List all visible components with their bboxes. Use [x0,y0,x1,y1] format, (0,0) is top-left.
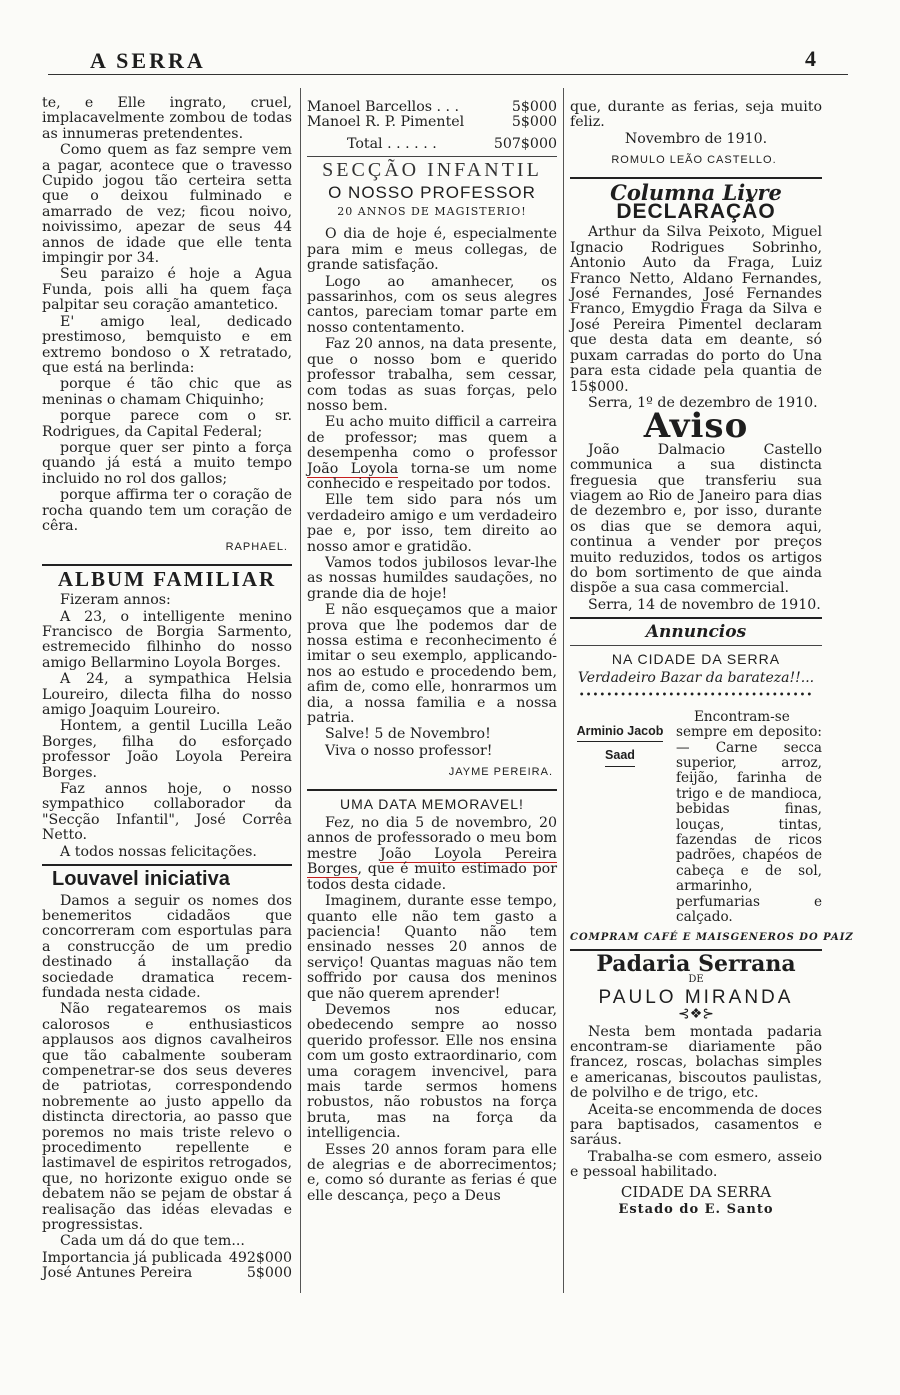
advertisement-saad [570,710,822,927]
section-rule [570,617,822,619]
paragraph: E não esqueçamos que a maior prova que lhe podemos dar de nossa estima e reconhecimento é imitar o seu exemplo, applicando-nos ao estudo e procedendo bem, afim de, como elle, honrarmos um dia, a nossa familia e a nossa patria. [307,602,557,727]
section-rule [307,156,557,157]
padaria-state: Estado do E. Santo [618,1202,774,1217]
ad-footer-left: COMPRAM CAFÉ E MAIS [570,931,731,943]
paragraph: te, e Elle ingrato, cruel, implacavelmente zombou de todas as innumeras pretendentes. [42,95,292,142]
paragraph: porque parece com o sr. Rodrigues, da Capital Federal; [42,408,292,440]
paragraph: O dia de hoje é, especialmente para mim e meus collegas, de grande satisfação. [307,226,557,274]
paragraph: que, durante as ferias, seja muito feliz. [570,99,822,131]
nosso-professor-subtitle: 20 ANNOS DE MAGISTERIO! [337,205,527,219]
paragraph: porque quer ser pinto a força quando já está a muito tempo incluido no rol dos gallos; [42,439,292,487]
paragraph: A 24, a sympathica Helsia Loureiro, dilecta filha do nosso amigo Joaquim Loureiro. [42,671,292,719]
paragraph: Imaginem, durante esse tempo, quanto elle não tem gasto a paciencia! Quanto não tem ensinado nesses 20 annos de serviço! Quantas maguas não tem soffrido por causa dos meninos que não querem aprender! [307,893,557,1002]
signature: JAYME PEREIRA. [448,766,553,779]
paragraph: Logo ao amanhecer, os passarinhos, com os seus alegres cantos, pareciam tomar parte em nosso contentamento. [307,273,557,336]
advertisement-text [676,710,822,927]
advertiser-last-name: Saad [605,748,635,766]
annuncios-title: Annuncios [645,622,747,643]
contribution-row [307,115,557,130]
advertiser-first-name: Arminio Jacob [577,724,664,742]
contribution-value: 5$000 [246,1265,292,1282]
paragraph: Trabalha-se com esmero, asseio e pessoal habilitado. [570,1148,822,1181]
paragraph: Viva o nosso professor! [325,742,493,759]
text-span: Eu acho muito difficil a carreira de professor; mas quem a desempenha como o professor [307,414,557,462]
paragraph: Esses 20 annos foram para elle de alegrias e de aborrecimentos; e, como só durante as ferias é que elle descança, peço a Deus [307,1141,557,1204]
dotted-ornament: •••••••••••••••••••••••••••••••••• [578,690,814,702]
paragraph: A todos nossas felicitações. [60,843,257,860]
paragraph: E' amigo leal, dedicado prestimoso, bemquisto e em extremo bondoso o X retratado, que está na berlinda: [42,313,292,376]
paragraph: Encontram-se sempre em deposito:— Carne secca superior, arroz, feijão, farinha de trigo e de mandioca, bebidas finas, louças, tintas, fazendas de ricos padrões, chapéos de cabeça e de sol, armarinho, perfumarias e calçado. [676,708,822,926]
column-divider-2 [563,88,564,1293]
paragraph: Salve! 5 de Novembro! [325,726,491,743]
album-familiar-title: ALBUM FAMILIAR [57,566,277,591]
total-value: 507$000 [493,135,557,152]
paragraph: Faz annos hoje, o nosso sympathico collaborador da "Secção Infantil", José Corrêa Netto. [42,781,292,844]
paragraph: João Dalmacio Castello communica a sua distincta freguesia que transferiu sua viagem ao Rio de Janeiro para dias de dezembro e, por isso, durante os dias que se demora aqui, continua a vender por preços muito reduzidos, todos os artigos do bom sortimento de que ainda dispõe a sua casa commercial. [570,441,822,597]
data-memoravel-title: UMA DATA MEMORAVEL! [340,795,524,812]
declaracao-title: DECLARAÇÃO [616,200,776,224]
seccao-infantil-title: SECÇÃO INFANTIL [322,159,542,182]
contributor-name: Manoel R. P. Pimentel [307,114,465,131]
paragraph: Cada um dá do que tem... [60,1233,245,1250]
text-span: , que é muito estimado por todos desta cidade. [307,861,557,893]
paragraph: Elle tem sido para nós um verdadeiro amigo e um verdadeiro pae e, por isso, tem direito ao nosso amor e gratidão. [307,492,557,555]
ad-footer [570,930,854,945]
paragraph: porque affirma ter o coração de rocha quando tem um coração de cêra. [42,487,292,534]
contribution-row [307,100,557,115]
page-header [48,48,848,75]
padaria-owner: PAULO MIRANDA [598,986,794,1008]
paragraph [307,415,557,492]
paragraph: porque é tão chic que as meninas o chamam Chiquinho; [42,376,292,408]
bazar-tagline: Verdadeiro Bazar da barateza!!... [577,670,815,686]
paragraph: Não regatearemos os mais calorosos e enthusiasticos applausos aos dignos cavalheiros que tão cabalmente souberam compenetrar-se dos seus deveres de patriotas, correspondendo nobremente ao justo appello da distincta directoria, ao passo que poremos no mais triste relevo o procedimento repellente e lastimavel de espiritos retrogados, que, no horizonte exiguo onde se debatem não se pejam de obstar á realisação das idéas elevadas e progressistas. [42,1001,292,1234]
dateline: Serra, 1º de dezembro de 1910. [588,394,818,411]
total-label: Total . . . . . . [347,135,437,152]
contribution-value: 5$000 [511,114,557,131]
newspaper-title: A SERRA [90,48,206,73]
paragraph: Vamos todos jubilosos levar-lhe as nossas humildes saudações, no grande dia de hoje! [307,554,557,602]
padaria-city: CIDADE DA SERRA [620,1182,772,1201]
paragraph: Arthur da Silva Peixoto, Miguel Ignacio Rodrigues Sobrinho, Antonio Auto da Fraga, Luiz Franco Netto, Aldano Fernandes, José Fernandes, José Fernandes Franco, Emygdio Fraga da Silva e José Pereira Pimentel declaram que desta data em deante, só puxam carradas do porto do Una para esta cidade pela quantia de 15$000. [570,224,822,395]
contributor-name: José Antunes Pereira [42,1265,193,1282]
padaria-title: Padaria Serrana [596,950,796,977]
paragraph: A 23, o intelligente menino Francisco de Borgia Sarmento, estremecido filhinho do nosso amigo Bellarmino Loyola Borges. [42,608,292,671]
paragraph: Nesta bem montada padaria encontram-se diariamente pão francez, roscas, bolachas simples e americanas, biscoutos paulistas, de polvilho e de trigo, etc. [570,1023,822,1102]
column-3 [570,99,854,1217]
paragraph: Hontem, a gentil Lucilla Leão Borges, filha do esforçado professor João Loyola Pereira Borges. [42,718,292,781]
louvavel-iniciativa-title: Louvavel iniciativa [52,868,230,891]
paragraph: Faz 20 annos, na data presente, que o nosso bom e querido professor trabalha, sem cessar, com todas as suas forças, pelo nosso bem. [307,336,557,414]
page-number: 4 [805,46,816,71]
paragraph: Damos a seguir os nomes dos benemeritos cidadãos que concorreram com esportulas para a construcção de um predio destinado á installação da sociedade dramatica recem-fundada nesta cidade. [42,892,292,1001]
paragraph: Devemos nos educar, obedecendo sempre ao nosso querido professor. Elle nos ensina com um gosto extraordinario, com uma coragem invencivel, para mais tarde sermos homens robustos, não robustos na força bruta, mas na força da intelligencia. [307,1001,557,1142]
signature: ROMULO LEÃO CASTELLO. [611,154,777,167]
text-span: torna-se um nome conhecido e respeitado por todos. [307,460,557,492]
contributor-name: Manoel Barcellos . . . [307,99,460,115]
paragraph: Fizeram annos: [60,592,171,609]
column-2 [307,100,557,1205]
flourish-ornament: ⊰❖⊱ [677,1006,714,1023]
contribution-row [42,1266,292,1281]
contribution-value: 5$000 [511,99,557,115]
paragraph: Seu paraizo é hoje a Agua Funda, pois alli ha quem faça palpitar seu coração amantetico. [42,266,292,314]
contribution-value: 492$000 [228,1249,292,1266]
column-1 [42,96,292,1282]
paragraph [307,816,557,893]
padaria-de: DE [688,974,704,986]
na-cidade-da-serra: NA CIDADE DA SERRA [611,650,781,667]
contributor-name: Importancia já publicada [42,1249,222,1266]
underlined-name: João Loyola [307,460,399,477]
total-row [307,137,557,152]
text-span: Fez, no dia 5 de novembro, 20 annos de professorado o meu bom mestre [307,815,557,862]
dateline: Serra, 14 de novembro de 1910. [588,596,821,613]
section-rule [570,645,822,646]
section-rule [307,789,557,791]
contribution-row [42,1251,292,1266]
advertiser-name [570,724,670,927]
section-rule [570,177,822,179]
section-rule [42,864,292,866]
underlined-name: João Loyola Pereira Borges [307,845,557,878]
ad-footer-right: GENEROS DO PAIZ [730,931,854,943]
column-divider-1 [300,88,301,1293]
nosso-professor-title: O NOSSO PROFESSOR [328,182,536,202]
signature: RAPHAEL. [225,541,288,554]
section-rule [42,564,292,566]
paragraph: Aceita-se encommenda de doces para baptisados, casamentos e saráus. [570,1101,823,1149]
columna-livre-title: Columna Livre [610,179,782,205]
aviso-title: Aviso [643,406,749,447]
paragraph: Como quem as faz sempre vem a pagar, acontece que o travesso Cupido jogou tão certeira setta que o deixou fulminado e amarrado de vez; ficou noivo, noivissimo, apezar de seus 44 annos de idade que elle tenta impingir por 34. [42,142,292,267]
dateline: Novembro de 1910. [624,130,768,147]
